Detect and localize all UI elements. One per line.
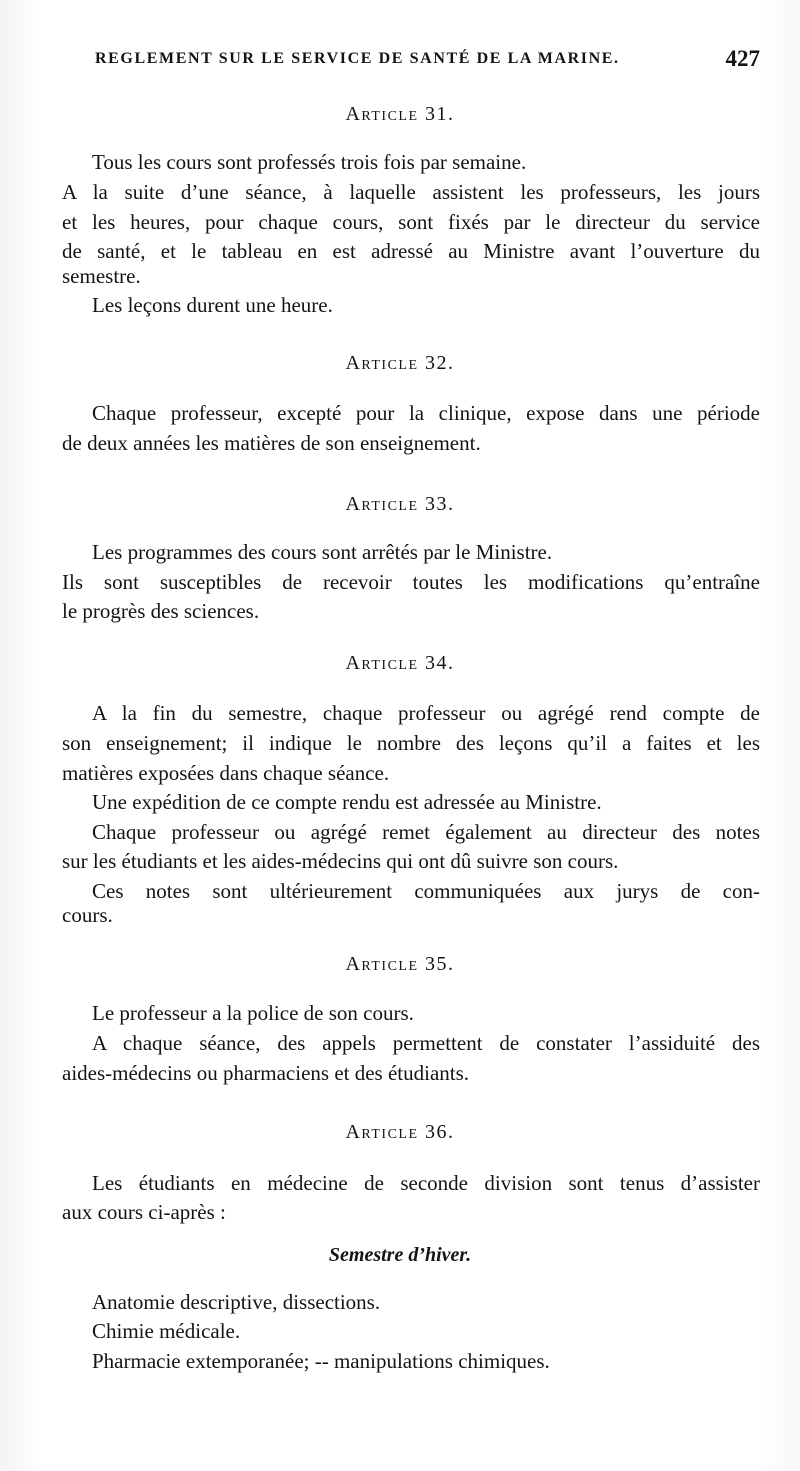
article-31-line-2: A la suite d’une séance, à laquelle assistent les professeurs, les jours xyxy=(62,180,760,204)
article-34-line-4: Une expédition de ce compte rendu est adressée au Ministre. xyxy=(92,790,602,814)
article-31-line-4: de santé, et le tableau en est adressé au Ministre avant l’ouverture du xyxy=(62,239,760,263)
article-33-line-1: Les programmes des cours sont arrêtés par le Ministre. xyxy=(92,540,553,564)
article-35-line-2: A chaque séance, des appels permettent de constater l’assiduité des xyxy=(92,1031,760,1055)
article-32-heading: Article 32. xyxy=(345,352,455,374)
article-36-heading: Article 36. xyxy=(345,1121,455,1143)
article-35-line-1: Le professeur a la police de son cours. xyxy=(92,1001,414,1025)
article-31-line-5: semestre. xyxy=(62,264,141,288)
page-header xyxy=(95,46,760,76)
article-34-line-6: sur les étudiants et les aides-médecins qui ont dû suivre son cours. xyxy=(62,849,619,873)
article-34-line-1: A la fin du semestre, chaque professeur ou agrégé rend compte de xyxy=(92,701,760,725)
article-36-line-2: aux cours ci-après : xyxy=(62,1200,226,1224)
course-list-item-2: Chimie médicale. xyxy=(92,1319,241,1343)
semestre-subheading: Semestre d’hiver. xyxy=(328,1244,472,1266)
article-34-heading: Article 34. xyxy=(345,652,455,674)
article-34-line-3: matières exposées dans chaque séance. xyxy=(62,761,390,785)
page-number: 427 xyxy=(725,46,760,71)
article-34-line-5: Chaque professeur ou agrégé remet également au directeur des notes xyxy=(92,820,760,844)
article-31-heading: Article 31. xyxy=(345,103,455,125)
article-34-line-8: cours. xyxy=(62,903,113,927)
article-35-line-3: aides-médecins ou pharmaciens et des étudiants. xyxy=(62,1061,470,1085)
article-32-line-1: Chaque professeur, excepté pour la clinique, expose dans une période xyxy=(92,401,760,425)
article-31-line-3: et les heures, pour chaque cours, sont fixés par le directeur du service xyxy=(62,210,760,234)
article-33-line-3: le progrès des sciences. xyxy=(62,599,260,623)
article-31-line-6: Les leçons durent une heure. xyxy=(92,293,333,317)
article-34-line-7: Ces notes sont ultérieurement communiquées aux jurys de con- xyxy=(92,879,760,903)
article-33-line-2: Ils sont susceptibles de recevoir toutes les modifications qu’entraîne xyxy=(62,570,760,594)
article-32-line-2: de deux années les matières de son enseignement. xyxy=(62,431,481,455)
course-list-item-1: Anatomie descriptive, dissections. xyxy=(92,1290,381,1314)
running-title: REGLEMENT SUR LE SERVICE DE SANTÉ DE LA MARINE. xyxy=(95,50,620,67)
article-34-line-2: son enseignement; il indique le nombre des leçons qu’il a faites et les xyxy=(62,731,760,755)
article-33-heading: Article 33. xyxy=(345,493,455,515)
article-35-heading: Article 35. xyxy=(345,953,455,975)
course-list-item-3: Pharmacie extemporanée; -- manipulations chimiques. xyxy=(92,1349,550,1373)
article-36-line-1: Les étudiants en médecine de seconde division sont tenus d’assister xyxy=(92,1171,760,1195)
article-31-line-1: Tous les cours sont professés trois fois par semaine. xyxy=(92,150,527,174)
